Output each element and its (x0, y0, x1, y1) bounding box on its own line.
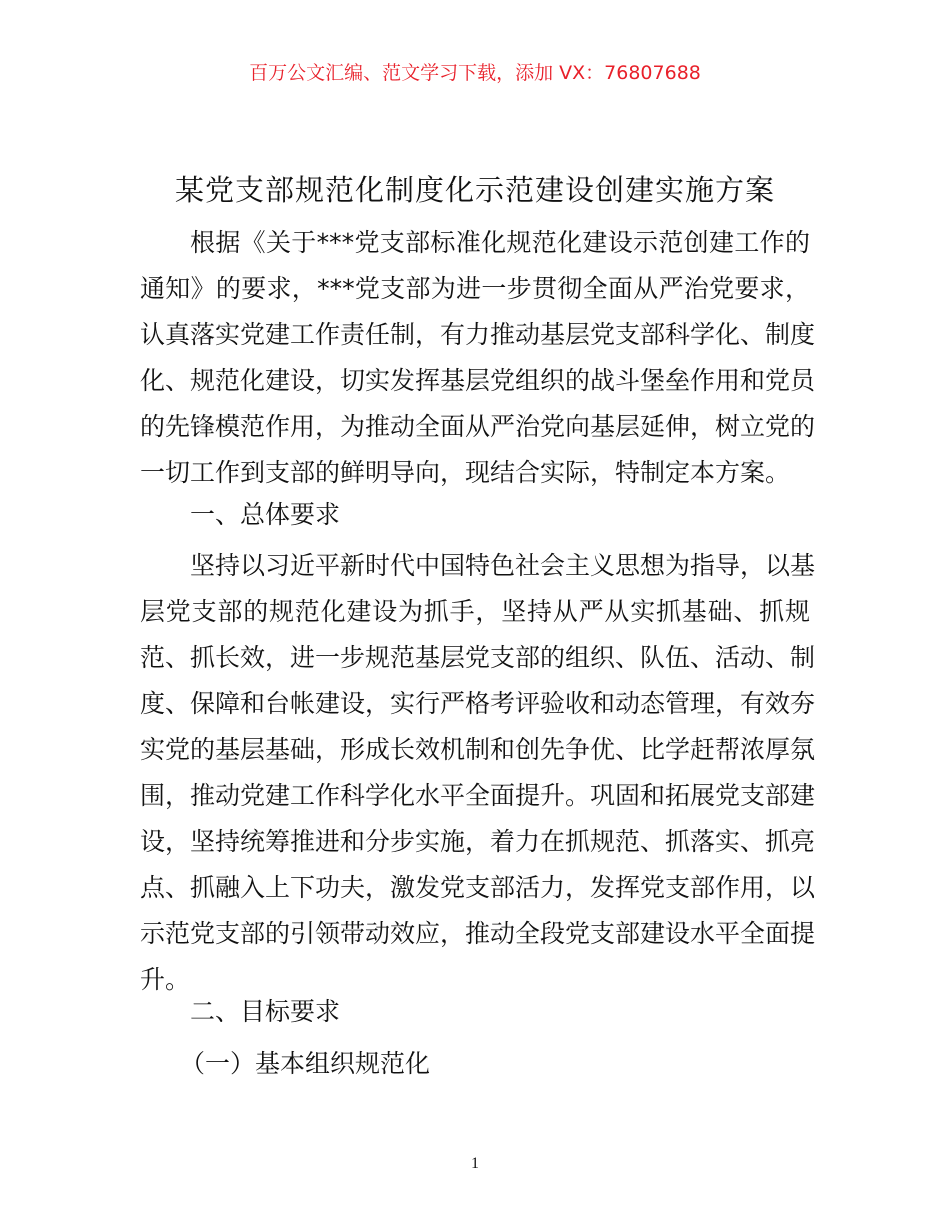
text-line: 点、抓融入上下功夫，激发党支部活力，发挥党支部作用，以 (140, 873, 816, 902)
section-heading-2: 二、目标要求 (190, 997, 341, 1026)
text-line: 示范党支部的引领带动效应，推动全段党支部建设水平全面提 (140, 919, 816, 948)
header-watermark: 百万公文汇编、范文学习下载，添加 VX：76807688 (249, 62, 701, 84)
text-line: 的先锋模范作用，为推动全面从严治党向基层延伸，树立党的 (140, 412, 816, 441)
text-line: 设，坚持统筹推进和分步实施，着力在抓规范、抓落实、抓亮 (140, 827, 816, 856)
text-line: 认真落实党建工作责任制，有力推动基层党支部科学化、制度 (140, 320, 816, 349)
document-title: 某党支部规范化制度化示范建设创建实施方案 (174, 173, 775, 207)
page-number: 1 (471, 1155, 479, 1172)
text-line: 范、抓长效，进一步规范基层党支部的组织、队伍、活动、制 (140, 643, 816, 672)
text-line: 化、规范化建设，切实发挥基层党组织的战斗堡垒作用和党员 (140, 366, 816, 395)
text-line: 通知》的要求，***党支部为进一步贯彻全面从严治党要求， (140, 274, 810, 303)
text-line: 升。 (140, 965, 191, 994)
section-heading-1: 一、总体要求 (190, 500, 341, 529)
text-line: 围，推动党建工作科学化水平全面提升。巩固和拓展党支部建 (140, 781, 816, 810)
text-line: 坚持以习近平新时代中国特色社会主义思想为指导，以基 (190, 551, 816, 580)
text-line: 一切工作到支部的鲜明导向，现结合实际，特制定本方案。 (140, 458, 791, 487)
text-line: 度、保障和台帐建设，实行严格考评验收和动态管理，有效夯 (140, 689, 816, 718)
text-line: 根据《关于***党支部标准化规范化建设示范创建工作的 (190, 228, 810, 257)
text-line: 实党的基层基础，形成长效机制和创先争优、比学赶帮浓厚氛 (140, 735, 816, 764)
text-line: 层党支部的规范化建设为抓手，坚持从严从实抓基础、抓规 (140, 597, 810, 626)
subsection-heading-1: （一）基本组织规范化 (180, 1049, 431, 1078)
